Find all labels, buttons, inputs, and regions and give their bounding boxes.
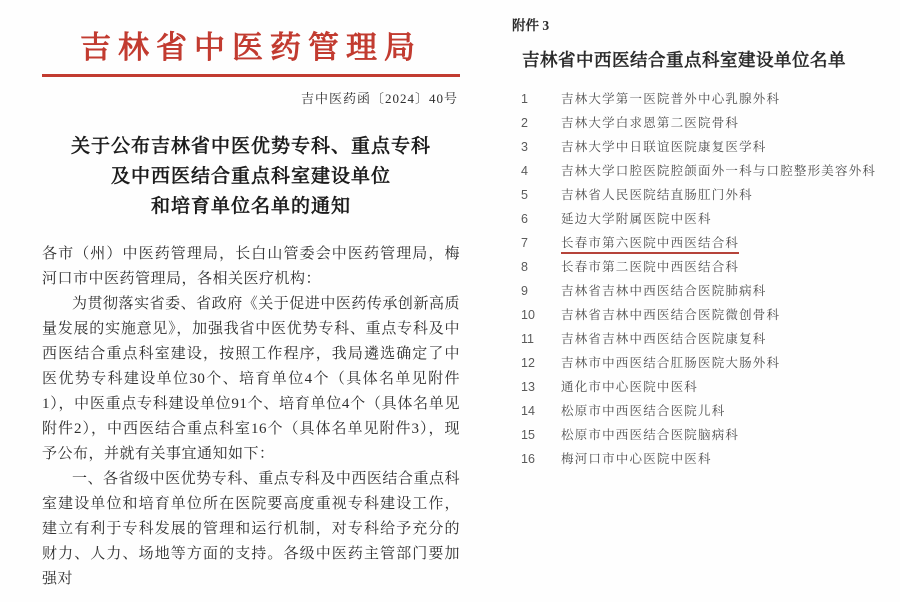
list-item (512, 281, 892, 305)
list-item (512, 113, 892, 137)
list-item-number: 3 (521, 140, 528, 154)
list-item-name: 吉林省人民医院结直肠肛门外科 (561, 188, 753, 202)
list-item-number: 12 (521, 356, 535, 370)
list-item (512, 353, 892, 377)
red-divider (42, 74, 460, 77)
list-item (512, 185, 892, 209)
list-item (512, 377, 892, 401)
list-item (512, 209, 892, 233)
list-item (512, 401, 892, 425)
list-item-number: 9 (521, 284, 528, 298)
list-item-number: 4 (521, 164, 528, 178)
unit-list (512, 89, 892, 473)
list-item-name: 吉林市中西医结合肛肠医院大肠外科 (561, 356, 781, 370)
attachment-label: 附件 3 (512, 18, 550, 33)
list-item-number: 10 (521, 308, 535, 322)
list-item-number: 11 (521, 332, 534, 346)
list-item-number: 16 (521, 452, 535, 466)
list-item-name: 长春市第二医院中西医结合科 (561, 260, 740, 274)
list-item (512, 257, 892, 281)
notice-body (42, 242, 460, 592)
notice-title-line: 及中西医结合重点科室建设单位 (110, 166, 391, 187)
list-item (512, 161, 892, 185)
list-item (512, 305, 892, 329)
list-item-number: 15 (521, 428, 535, 442)
list-item-name: 吉林省吉林中西医结合医院康复科 (561, 332, 767, 346)
list-item (512, 425, 892, 449)
list-item-name: 通化市中心医院中医科 (561, 380, 699, 394)
list-item-name: 松原市中西医结合医院儿科 (561, 404, 726, 418)
notice-page (42, 22, 460, 592)
notice-title-line: 和培育单位名单的通知 (150, 196, 351, 217)
document-number: 吉中医药函〔2024〕40号 (300, 91, 458, 106)
list-item-number: 6 (521, 212, 528, 226)
notice-title (42, 132, 460, 222)
list-item (512, 233, 892, 257)
list-item-name: 吉林省吉林中西医结合医院肺病科 (561, 284, 767, 298)
list-item-name: 长春市第六医院中西医结合科 (561, 233, 739, 254)
list-item-name: 吉林省吉林中西医结合医院微创骨科 (561, 308, 781, 322)
list-item-name: 梅河口市中心医院中医科 (561, 452, 712, 466)
list-item-name: 吉林大学口腔医院腔颌面外一科与口腔整形美容外科 (561, 164, 877, 178)
list-item (512, 137, 892, 161)
list-item-number: 8 (521, 260, 528, 274)
list-item-name: 吉林大学白求恩第二医院骨科 (561, 116, 740, 130)
list-item-name: 吉林大学中日联谊医院康复医学科 (561, 140, 767, 154)
agency-header: 吉林省中医药管理局 (80, 30, 422, 65)
list-item-name: 延边大学附属医院中医科 (561, 212, 712, 226)
list-item-number: 13 (521, 380, 535, 394)
list-item-number: 14 (521, 404, 535, 418)
list-item-number: 7 (521, 236, 528, 250)
list-item (512, 329, 892, 353)
notice-paragraph: 为贯彻落实省委、省政府《关于促进中医药传承创新高质量发展的实施意见》，加强我省中医优势专科、重点专科及中西医结合重点科室建设，按照工作程序，我局遴选确定了中医优势专科建设单位30个、培育单位4个（具体名单见附件1），中医重点专科建设单位91个、培育单位4个（具体名单见附件2），中西医结合重点科室16个（具体名单见附件3），现予公布，并就有关事宜通知如下： (42, 296, 460, 462)
notice-title-line: 关于公布吉林省中医优势专科、重点专科 (70, 136, 431, 157)
list-item-number: 1 (521, 92, 528, 106)
list-item (512, 89, 892, 113)
list-item-name: 松原市中西医结合医院脑病科 (561, 428, 740, 442)
list-item-number: 2 (521, 116, 528, 130)
notice-paragraph: 一、各省级中医优势专科、重点专科及中西医结合重点科室建设单位和培育单位所在医院要高度重视专科建设工作，建立有利于专科发展的管理和运行机制，对专科给予充分的财力、人力、场地等方面的支持。各级中医药主管部门要加强对 (42, 471, 460, 587)
attachment-page (512, 14, 892, 473)
list-item-name: 吉林大学第一医院普外中心乳腺外科 (561, 92, 781, 106)
attachment-title: 吉林省中西医结合重点科室建设单位名单 (522, 50, 846, 70)
list-item (512, 449, 892, 473)
list-item-number: 5 (521, 188, 528, 202)
notice-paragraph: 各市（州）中医药管理局，长白山管委会中医药管理局，梅河口市中医药管理局，各相关医疗机构： (42, 246, 460, 287)
